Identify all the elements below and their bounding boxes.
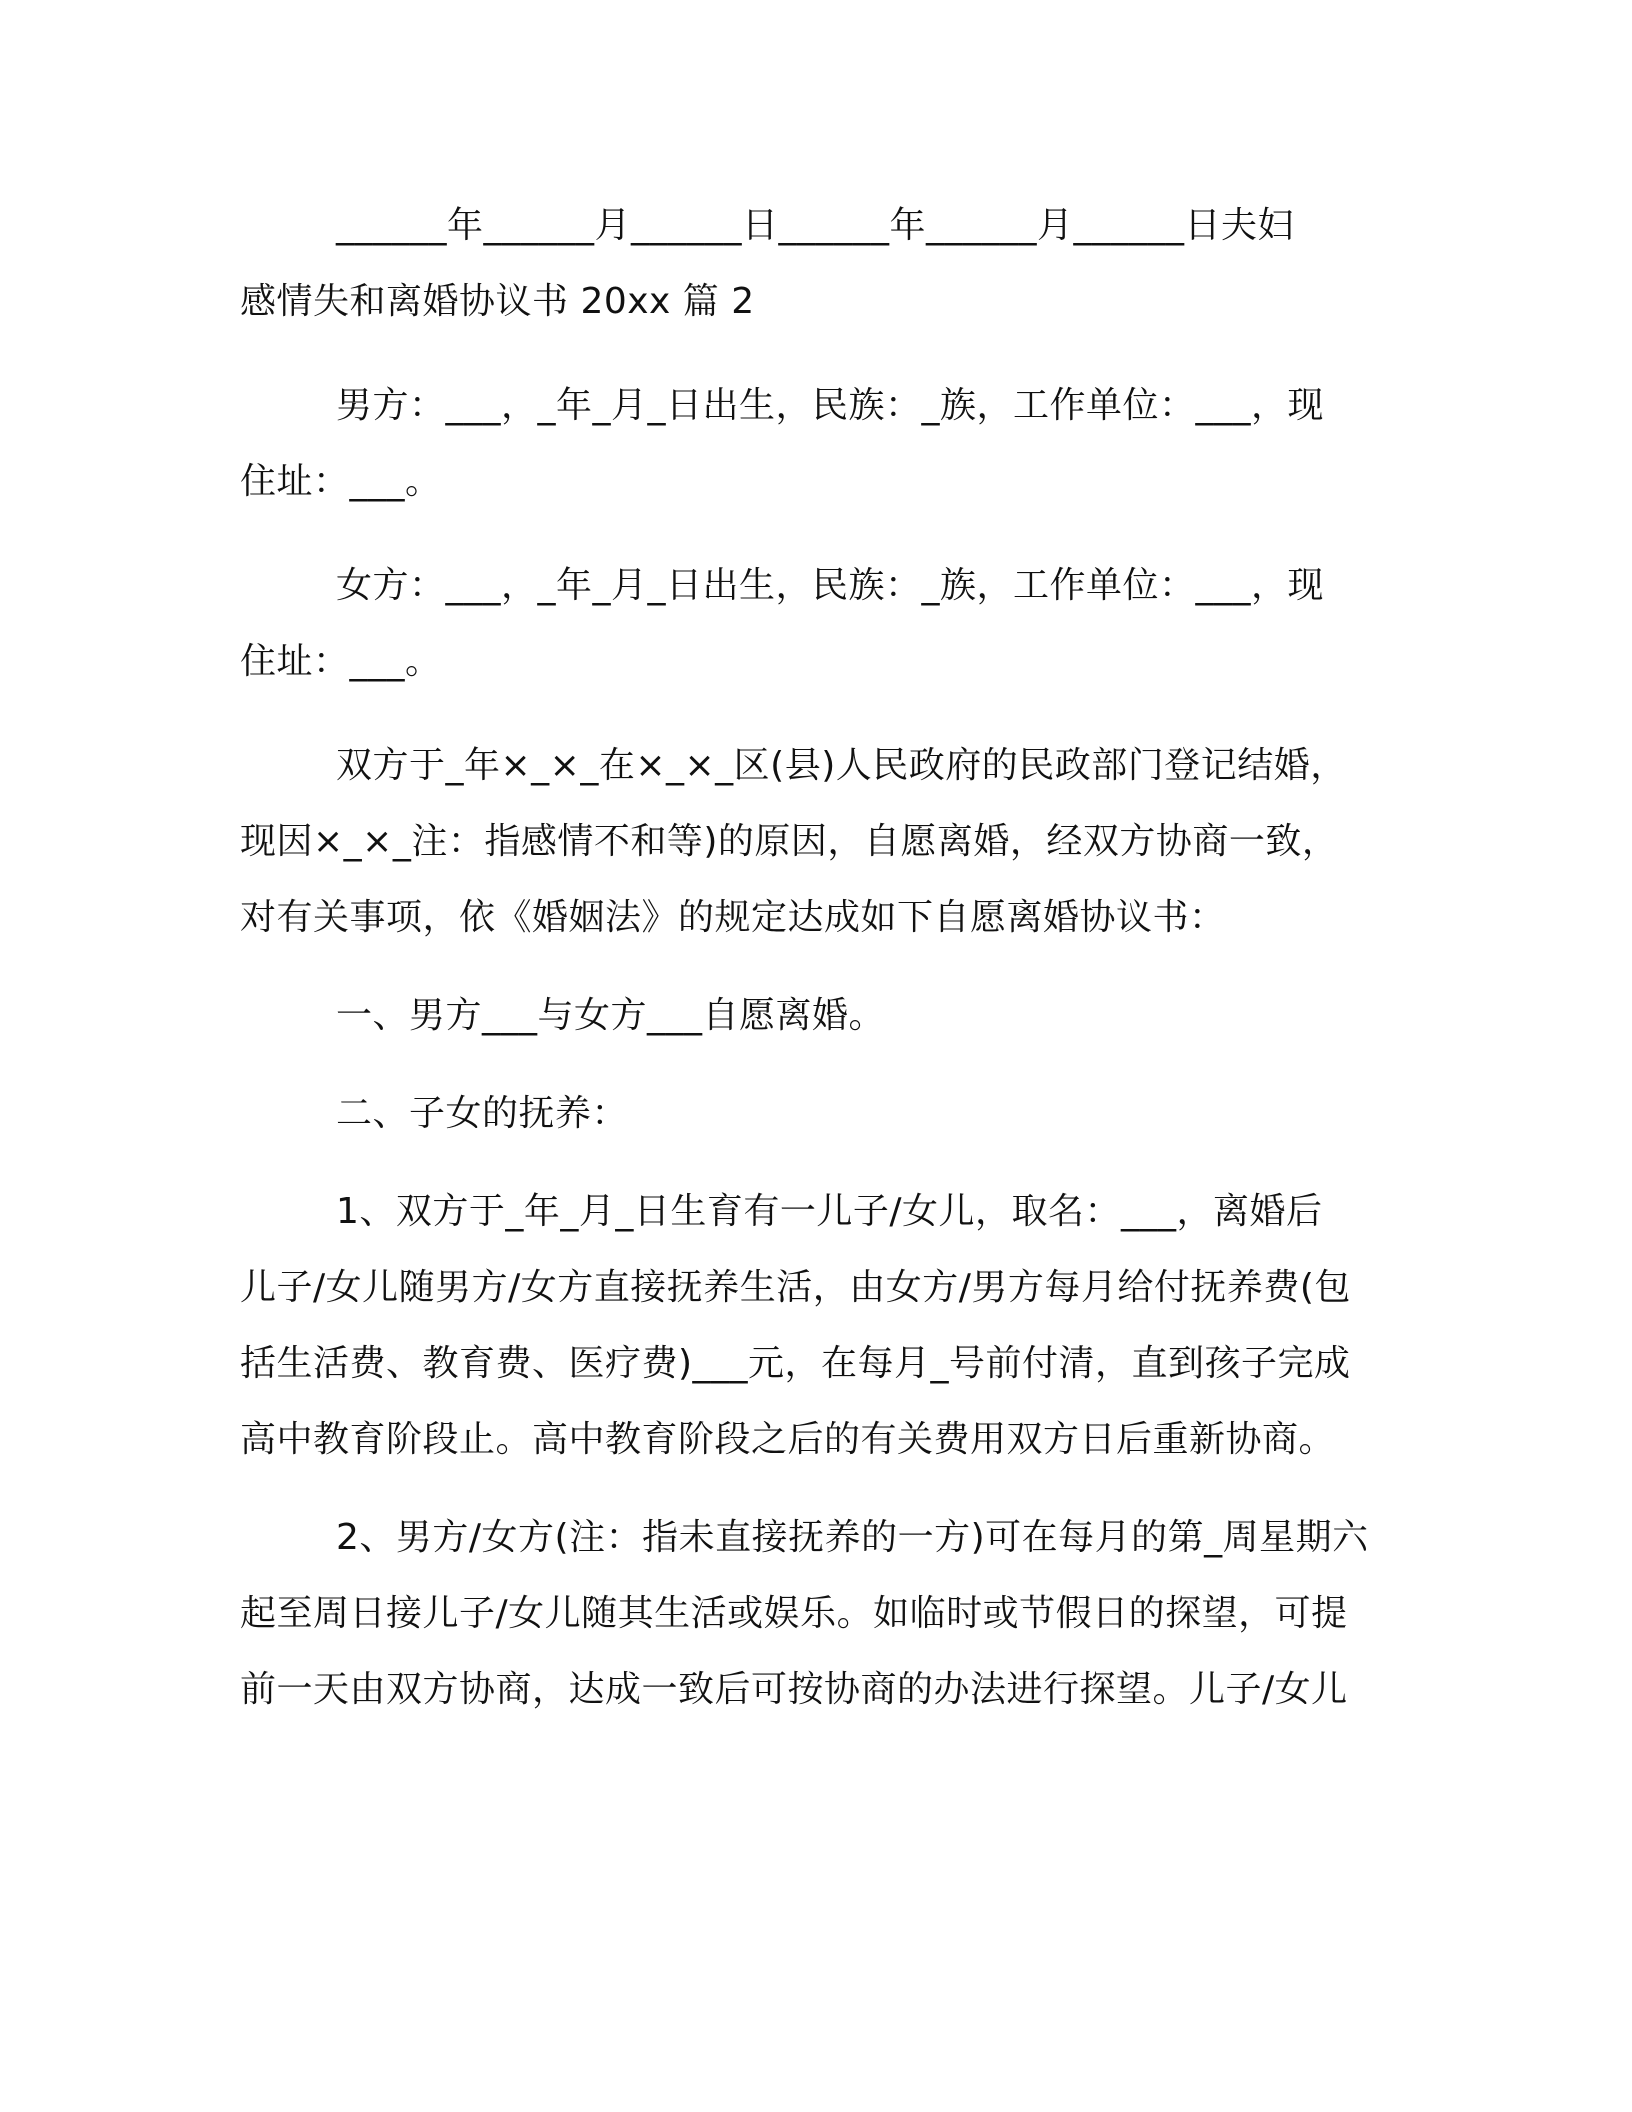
date-line: ______年______月______日______年______月______日夫妇 [336, 205, 1295, 246]
male-party-line-2: 住址：___。 [240, 461, 442, 502]
clause-2-2-line-3: 前一天由双方协商，达成一致后可按协商的办法进行探望。儿子/女儿 [240, 1669, 1348, 1710]
clause-2-1-line-3: 括生活费、教育费、医疗费)___元，在每月_号前付清，直到孩子完成 [240, 1343, 1351, 1384]
clause-2-1-line-2: 儿子/女儿随男方/女方直接抚养生活，由女方/男方每月给付抚养费(包 [240, 1267, 1351, 1308]
male-party-line-1: 男方：___，_年_月_日出生，民族：_族，工作单位：___，现 [336, 385, 1325, 426]
clause-one: 一、男方___与女方___自愿离婚。 [336, 995, 886, 1036]
preamble-line-3: 对有关事项，依《婚姻法》的规定达成如下自愿离婚协议书： [240, 897, 1226, 938]
section-title: 感情失和离婚协议书 20xx 篇 2 [240, 281, 755, 322]
clause-2-2-line-1: 2、男方/女方(注：指未直接抚养的一方)可在每月的第_周星期六 [336, 1517, 1369, 1558]
female-party-line-2: 住址：___。 [240, 641, 442, 682]
female-party-line-1: 女方：___，_年_月_日出生，民族：_族，工作单位：___，现 [336, 565, 1325, 606]
preamble-line-1: 双方于_年×_×_在×_×_区(县)人民政府的民政部门登记结婚， [336, 745, 1347, 786]
clause-2-1-line-4: 高中教育阶段止。高中教育阶段之后的有关费用双方日后重新协商。 [240, 1419, 1336, 1460]
document-body [240, 188, 1385, 1728]
clause-2-1-line-1: 1、双方于_年_月_日生育有一儿子/女儿，取名：___，离婚后 [336, 1191, 1323, 1232]
clause-2-2-line-2: 起至周日接儿子/女儿随其生活或娱乐。如临时或节假日的探望，可提 [240, 1593, 1348, 1634]
preamble-line-2: 现因×_×_注：指感情不和等)的原因，自愿离婚，经双方协商一致， [240, 821, 1339, 862]
clause-two-heading: 二、子女的抚养： [336, 1093, 629, 1134]
